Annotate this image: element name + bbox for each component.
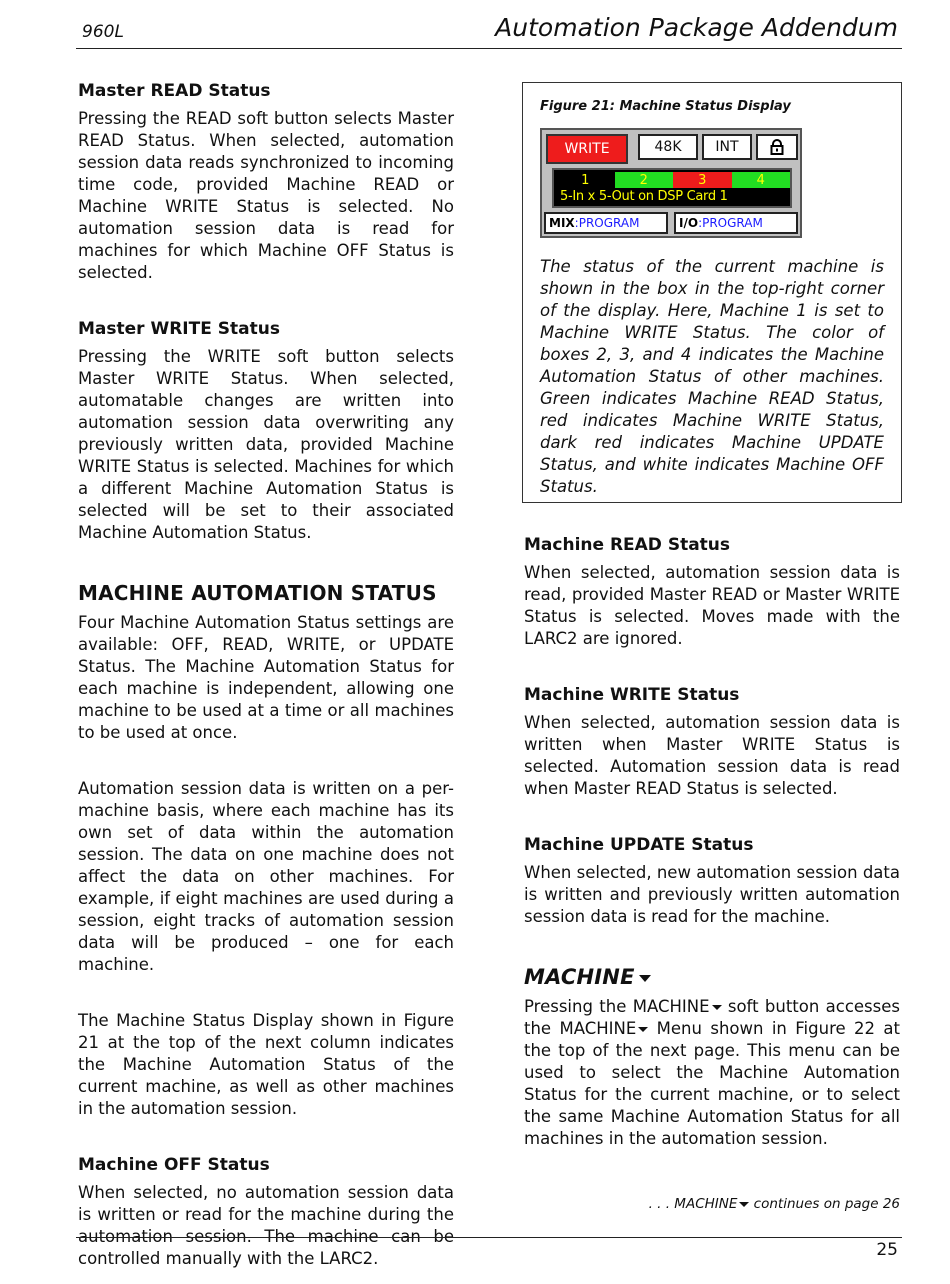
master-read-heading: Master READ Status <box>78 81 271 101</box>
header-rule <box>76 48 902 49</box>
machine-box-3 <box>673 172 732 188</box>
machine-status-display <box>540 128 802 238</box>
machine-update-heading: Machine UPDATE Status <box>524 835 754 855</box>
machine-off-heading: Machine OFF Status <box>78 1155 270 1175</box>
master-write-body: Pressing the WRITE soft button selects Master WRITE Status. When selected, automatable changes are written into automation session data overwriting any previously written data, provided Machine WRITE Status is selected. Machines for which a different Machine Automation Status is selected will be set to their associated Machine Automation Status. <box>78 347 454 542</box>
left-column <box>78 80 454 1270</box>
machine-strip <box>552 168 792 208</box>
mix-readout <box>544 212 668 234</box>
io-value: :PROGRAM <box>698 216 763 230</box>
machine-box-4 <box>732 172 791 188</box>
sample-rate-box: 48K <box>638 134 698 160</box>
io-label: I/O <box>679 216 699 230</box>
footer-rule <box>76 1237 902 1238</box>
machine-off-body: When selected, no automation session data is written or read for the machine during the automation session. The machine can be controlled manually with the LARC2. <box>78 1183 454 1268</box>
continues-b: continues on page 26 <box>749 1196 900 1212</box>
machine-write-body: When selected, automation session data is written when Master WRITE Status is selected. Automation session data is read when Master READ Status is selected. <box>524 713 900 798</box>
machine-number-4: 4 <box>756 172 765 188</box>
mix-value: :PROGRAM <box>574 216 640 230</box>
lock-icon <box>769 139 785 155</box>
machine-update-body: When selected, new automation session data is written and previously written automation session data is read for the machine. <box>524 863 900 926</box>
machine-menu-body-a: Pressing the MACHINE <box>524 997 710 1016</box>
dsp-config-label: 5-In x 5-Out on DSP Card 1 <box>560 189 728 204</box>
machine-menu-body <box>524 996 900 1150</box>
page-number: 25 <box>876 1240 898 1260</box>
machine-menu-body-c: Menu shown in Figure 22 at the top of the next page. This menu can be used to select the Machine Automation Status for the current machine, or to select the same Machine Automation Status for all machines in the automation session. <box>524 1019 900 1148</box>
mix-label: MIX <box>549 216 575 230</box>
machine-cells <box>556 172 790 188</box>
machine-write-heading: Machine WRITE Status <box>524 685 740 705</box>
machine-automation-para-2: Automation session data is written on a per-machine basis, where each machine has its own set of data within the automation session. The data on one machine does not affect the data on other machines. For example, if eight machines are used during a session, eight tracks of automation session data will be produced – one for each machine. <box>78 779 454 974</box>
right-column <box>524 534 900 1150</box>
master-write-heading: Master WRITE Status <box>78 319 280 339</box>
machine-box-2 <box>615 172 674 188</box>
io-readout <box>674 212 798 234</box>
master-read-body: Pressing the READ soft button selects Master READ Status. When selected, automation session data reads synchronized to incoming time code, provided Machine READ or Machine WRITE Status is selected. No automation session data is read for machines for which Machine OFF Status is selected. <box>78 109 454 282</box>
machine-menu-body-b: soft button accesses the MACHINE <box>524 997 900 1038</box>
machine-menu-heading <box>524 964 900 990</box>
header-title: Automation Package Addendum <box>495 13 898 42</box>
chevron-down-icon <box>739 1202 749 1207</box>
chevron-down-icon <box>712 1005 722 1010</box>
machine-automation-heading: MACHINE AUTOMATION STATUS <box>78 581 437 605</box>
continues-a: . . . MACHINE <box>648 1196 738 1212</box>
machine-read-body: When selected, automation session data is read, provided Master READ or Master WRITE Status is selected. Moves made with the LARC2 are ignored. <box>524 563 900 648</box>
machine-box-1 <box>556 172 615 188</box>
machine-automation-para-1: Four Machine Automation Status settings are available: OFF, READ, WRITE, or UPDATE Status. The Machine Automation Status for each machine is independent, allowing one machine to be used at a time or all machines to be used at once. <box>78 613 454 742</box>
machine-number-3: 3 <box>698 172 707 188</box>
machine-menu-heading-text: MACHINE <box>524 965 635 989</box>
write-status-box: WRITE <box>546 134 628 164</box>
chevron-down-icon <box>638 1027 648 1032</box>
figure-21-box <box>522 82 902 503</box>
sync-source-box: INT <box>702 134 752 160</box>
chevron-down-icon <box>639 975 651 982</box>
machine-automation-para-3: The Machine Status Display shown in Figure 21 at the top of the next column indicates the Machine Automation Status of the current machine, as well as other machines in the automation session. <box>78 1011 454 1118</box>
figure-caption: Figure 21: Machine Status Display <box>540 99 791 114</box>
machine-number-2: 2 <box>639 172 648 188</box>
figure-description: The status of the current machine is shown in the box in the top-right corner of the display. Here, Machine 1 is set to Machine WRITE Status. The color of boxes 2, 3, and 4 indicates the Machine Automation Status of other machines. Green indicates Machine READ Status, red indicates Machine WRITE Status, dark red indicates Machine UPDATE Status, and white indicates Machine OFF Status. <box>540 257 884 496</box>
machine-number-1: 1 <box>581 172 590 188</box>
header-model: 960L <box>82 22 124 42</box>
continues-note <box>649 1196 900 1212</box>
machine-read-heading: Machine READ Status <box>524 535 731 555</box>
lock-box <box>756 134 798 160</box>
